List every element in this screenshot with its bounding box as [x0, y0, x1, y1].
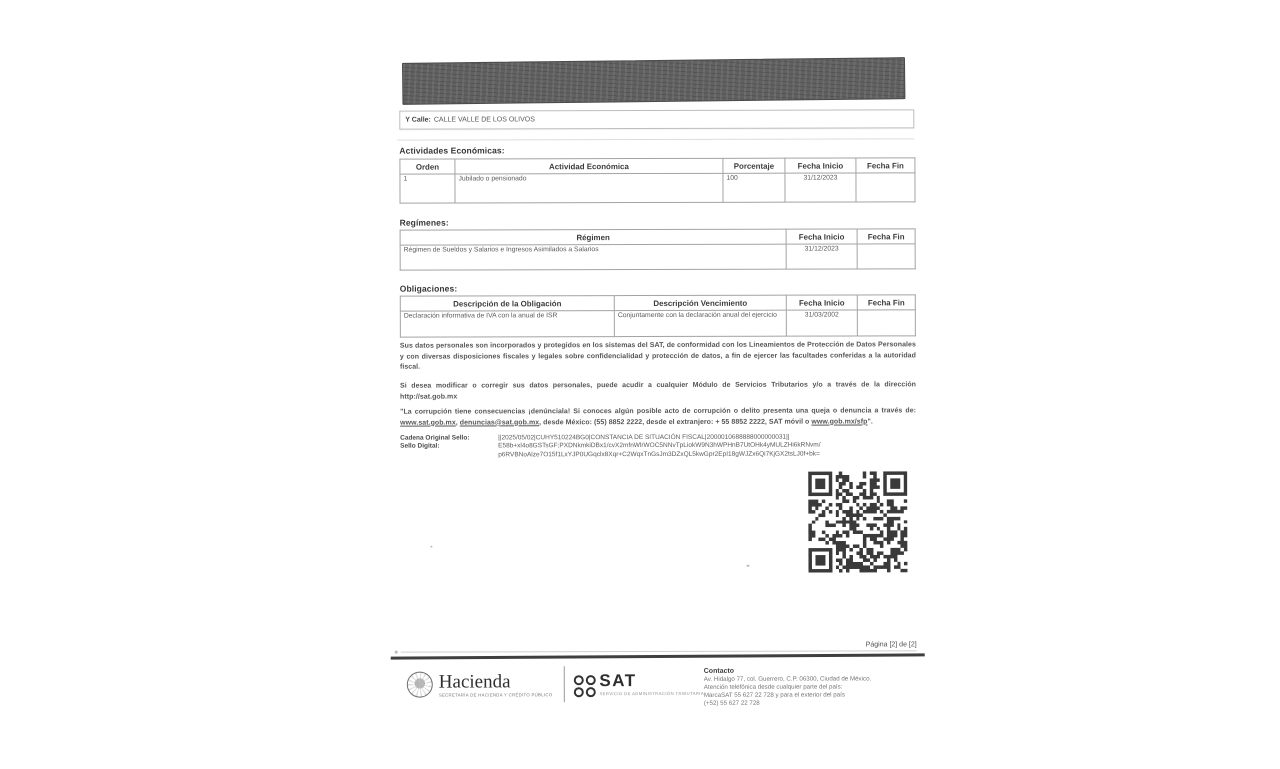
actividades-table — [399, 157, 915, 203]
cell-fecha-inicio: 31/03/2002 — [786, 310, 857, 336]
section-title-actividades: Actividades Económicas: — [399, 145, 505, 156]
col-header-fecha-inicio: Fecha Inicio — [785, 158, 856, 173]
corruption-text-suffix: ". — [867, 418, 873, 426]
col-header-actividad: Actividad Económica — [455, 158, 723, 174]
col-header-porcentaje: Porcentaje — [723, 158, 785, 173]
sello-line-2: p6RVBNoAlze7O15f1LxYJP0UGqclx8Xqr+C2WqxTnGsJm3DZxQL5kwGpr2EpI18gWJZx6Qi7KjGX2tsLJ0f+bk= — [498, 450, 820, 459]
col-header-fecha-inicio: Fecha Inicio — [786, 229, 857, 244]
cell-fecha-inicio: 31/12/2023 — [786, 244, 857, 269]
sat-circles-icon — [573, 675, 595, 697]
footer-logos — [407, 666, 704, 703]
col-header-fecha-fin: Fecha Fin — [856, 158, 915, 173]
contact-line: Atención telefónica desde cualquier parte del país: — [703, 683, 843, 691]
page-number: Página [2] de [2] — [401, 641, 917, 652]
denuncias-email-link[interactable]: denuncias@sat.gob.mx — [459, 418, 540, 427]
corruption-paragraph — [400, 406, 916, 429]
table-header-row — [400, 229, 915, 245]
privacy-paragraph: Sus datos personales son incorporados y protegidos en los sistemas del SAT, de conformidad con los Lineamientos de Protección de Datos Personales y con diversas disposiciones fiscales y legales sobre confidencialidad y protección de datos, a fin de ejercer las facultades conferidas a la autoridad fiscal. — [399, 341, 916, 371]
col-header-descripcion-obligacion: Descripción de la Obligación — [400, 296, 614, 312]
contact-line: (+52) 55 627 22 728 — [703, 699, 760, 707]
sello-line-1: E58b+xl4o8GSTsGF;PXDNkmkiDBx1/cvX2mfnWlrWOC5NNvTpLiokW9N3hWPHnB7UtOHk4yMULZHi6kRNvm/ — [498, 441, 821, 450]
hacienda-wordmark: Hacienda — [438, 670, 511, 693]
section-title-obligaciones: Obligaciones: — [399, 283, 458, 294]
scan-speck — [430, 546, 432, 548]
table-row — [400, 173, 915, 203]
col-header-descripcion-vencimiento: Descripción Vencimiento — [614, 295, 786, 310]
table-row — [400, 244, 915, 270]
gob-sfp-link[interactable]: www.gob.mx/sfp — [811, 418, 868, 426]
sat-wordmark: SAT — [599, 670, 637, 690]
separator-text: , — [455, 419, 460, 427]
cell-fecha-fin — [856, 173, 915, 202]
hacienda-subtitle: SECRETARÍA DE HACIENDA Y CRÉDITO PÚBLICO — [438, 691, 553, 698]
scan-speck — [746, 565, 749, 567]
sat-logo — [573, 671, 704, 696]
obligaciones-table — [400, 294, 916, 337]
logo-divider — [563, 666, 564, 702]
table-header-row — [400, 295, 915, 311]
digital-seals-block — [400, 433, 916, 460]
corruption-text: "La corrupción tiene consecuencias ¡denúnciala! Si conoces algún posible acto de corrupción o delito presenta una queja o denuncia a través de: — [400, 407, 917, 416]
scan-speck — [395, 651, 398, 654]
cell-obligacion: Declaración informativa de IVA con la anual de ISR — [400, 311, 614, 338]
section-title-regimenes: Regímenes: — [399, 217, 449, 228]
sat-website-link[interactable]: www.sat.gob.mx — [400, 419, 456, 427]
sello-digital-row — [400, 442, 916, 460]
cell-porcentaje: 100 — [723, 173, 785, 202]
table-header-row — [400, 158, 915, 174]
cadena-original-value: ||2025/05/02|CUHY510224BG0|CONSTANCIA DE SITUACIÓN FISCAL|2000010688888000000031|| — [498, 433, 790, 442]
col-header-fecha-inicio: Fecha Inicio — [786, 295, 857, 310]
cadena-original-label: Cadena Original Sello: — [400, 434, 470, 442]
sello-digital-label: Sello Digital: — [400, 442, 440, 451]
contact-title: Contacto — [703, 667, 735, 675]
corruption-text-middle: , desde México: (55) 8852 2222, desde el extranjero: + 55 8852 2222, SAT móvil o — [539, 418, 812, 426]
col-header-orden: Orden — [400, 159, 455, 174]
cell-fecha-fin — [857, 244, 915, 269]
cell-regimen: Régimen de Sueldos y Salarios e Ingresos Asimilados a Salarios — [400, 244, 786, 270]
address-label: Y Calle: — [405, 116, 431, 124]
contact-block — [704, 667, 919, 707]
address-field — [399, 109, 914, 129]
col-header-fecha-fin: Fecha Fin — [857, 229, 915, 244]
cell-vencimiento: Conjuntamente con la declaración anual del ejercicio — [614, 310, 786, 336]
redacted-header-bar — [402, 57, 905, 105]
table-row — [400, 310, 915, 337]
qr-code-icon — [808, 471, 907, 572]
address-value: CALLE VALLE DE LOS OLIVOS — [433, 116, 535, 124]
col-header-fecha-fin: Fecha Fin — [857, 295, 915, 310]
regimenes-table — [400, 228, 916, 270]
footer-rule — [391, 653, 925, 659]
contact-line: Av. Hidalgo 77, col. Guerrero, C.P. 06300, Ciudad de México. — [703, 675, 872, 683]
eagle-emblem-icon — [407, 672, 433, 698]
cell-actividad: Jubilado o pensionado — [455, 173, 723, 203]
col-header-regimen: Régimen — [400, 229, 786, 245]
sat-subtitle: SERVICIO DE ADMINISTRACIÓN TRIBUTARIA — [599, 690, 705, 696]
modify-data-paragraph: Si desea modificar o corregir sus datos personales, puede acudir a cualquier Módulo de Servicios Tributarios y/o a través de la dirección http://sat.gob.mx — [399, 381, 917, 401]
scanned-document-page — [389, 0, 925, 769]
cell-fecha-fin — [857, 310, 915, 336]
divider — [397, 138, 914, 140]
hacienda-logo — [439, 672, 553, 697]
cell-fecha-inicio: 31/12/2023 — [785, 173, 856, 202]
sello-digital-value — [498, 442, 916, 460]
cell-orden: 1 — [400, 174, 455, 203]
contact-line: MarcaSAT 55 627 22 728 y para el exterior del país — [703, 691, 845, 699]
